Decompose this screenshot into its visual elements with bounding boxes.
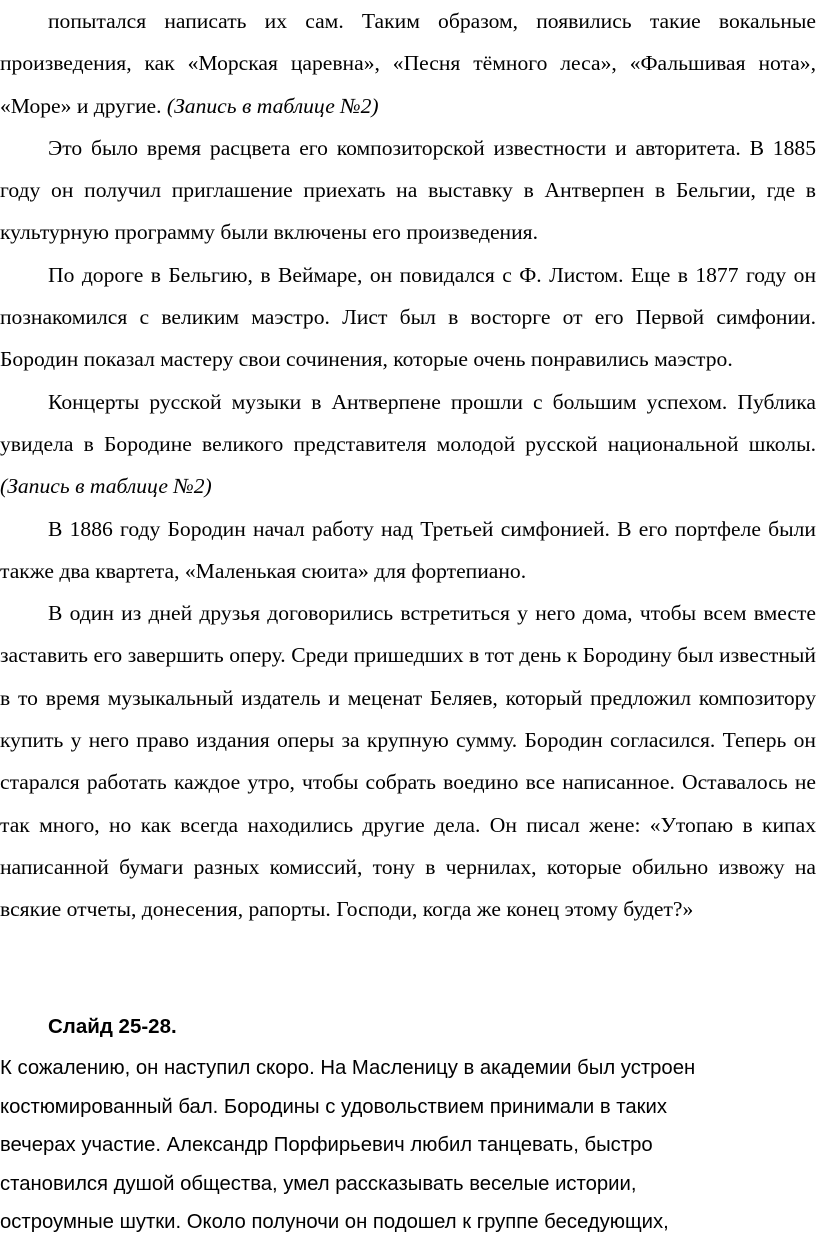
text-line: остроумные шутки. Около полуночи он подошел к группе беседующих, (0, 1211, 669, 1234)
text-line: вечерах участие. Александр Порфирьевич любил танцевать, быстро (0, 1134, 653, 1157)
paragraph-1 (0, 0, 816, 127)
paragraph-6 (0, 592, 816, 930)
paragraph-3 (0, 254, 816, 381)
paragraph-text: попытался написать их сам. Таким образом, появились такие вокальные произведения, как «Морская царевна», «Песня тёмного леса», «Фальшивая нота», «Море» и другие. (0, 9, 816, 118)
text-line: К сожалению, он наступил скоро. На Масленицу в академии был устроен (0, 1057, 696, 1079)
paragraph-text: В 1886 году Бородин начал работу над Третьей симфонией. В его портфеле были также два квартета, «Маленькая сюита» для фортепиано. (0, 516, 816, 583)
paragraph-text: Это было время расцвета его композиторской известности и авторитета. В 1885 году он получил приглашение приехать на выставку в Антверпен в Бельгии, где в культурную программу были включены его произведения. (0, 135, 816, 245)
text-line: становился душой общества, умел рассказывать веселые истории, (0, 1172, 637, 1195)
table-note: (Запись в таблице №2) (166, 93, 379, 118)
slide-heading: Слайд 25-28. (48, 1015, 177, 1038)
paragraph-5 (0, 508, 816, 593)
text-line: костюмированный бал. Бородины с удовольствием принимали в таких (0, 1095, 667, 1118)
paragraph-text: По дороге в Бельгию, в Веймаре, он повидался с Ф. Листом. Еще в 1877 году он познакомился с великим маэстро. Лист был в восторге от его Первой симфонии. Бородин показал мастеру свои сочинения, которые очень понравились маэстро. (0, 262, 816, 372)
paragraph-2 (0, 127, 816, 254)
table-note: (Запись в таблице №2) (0, 474, 212, 499)
paragraph-4 (0, 381, 816, 508)
paragraph-text: В один из дней друзья договорились встретиться у него дома, чтобы всем вместе заставить его завершить оперу. Среди пришедших в тот день к Бородину был известный в то время музыкальный издатель и меценат Беляев, который предложил композитору купить у него право издания оперы за крупную сумму. Бородин согласился. Теперь он старался работать каждое утро, чтобы собрать воедино все написанное. Оставалось не так много, но как всегда находились другие дела. Он писал жене: «Утопаю в кипах написанной бумаги разных комиссий, тону в чернилах, которые обильно извожу на всякие отчеты, донесения, рапорты. Господи, когда же конец этому будет?» (0, 601, 816, 922)
paragraph-text: Концерты русской музыки в Антверпене прошли с большим успехом. Публика увидела в Бородине великого представителя молодой русской национальной школы. (0, 389, 816, 456)
final-paragraph (0, 1049, 816, 1242)
